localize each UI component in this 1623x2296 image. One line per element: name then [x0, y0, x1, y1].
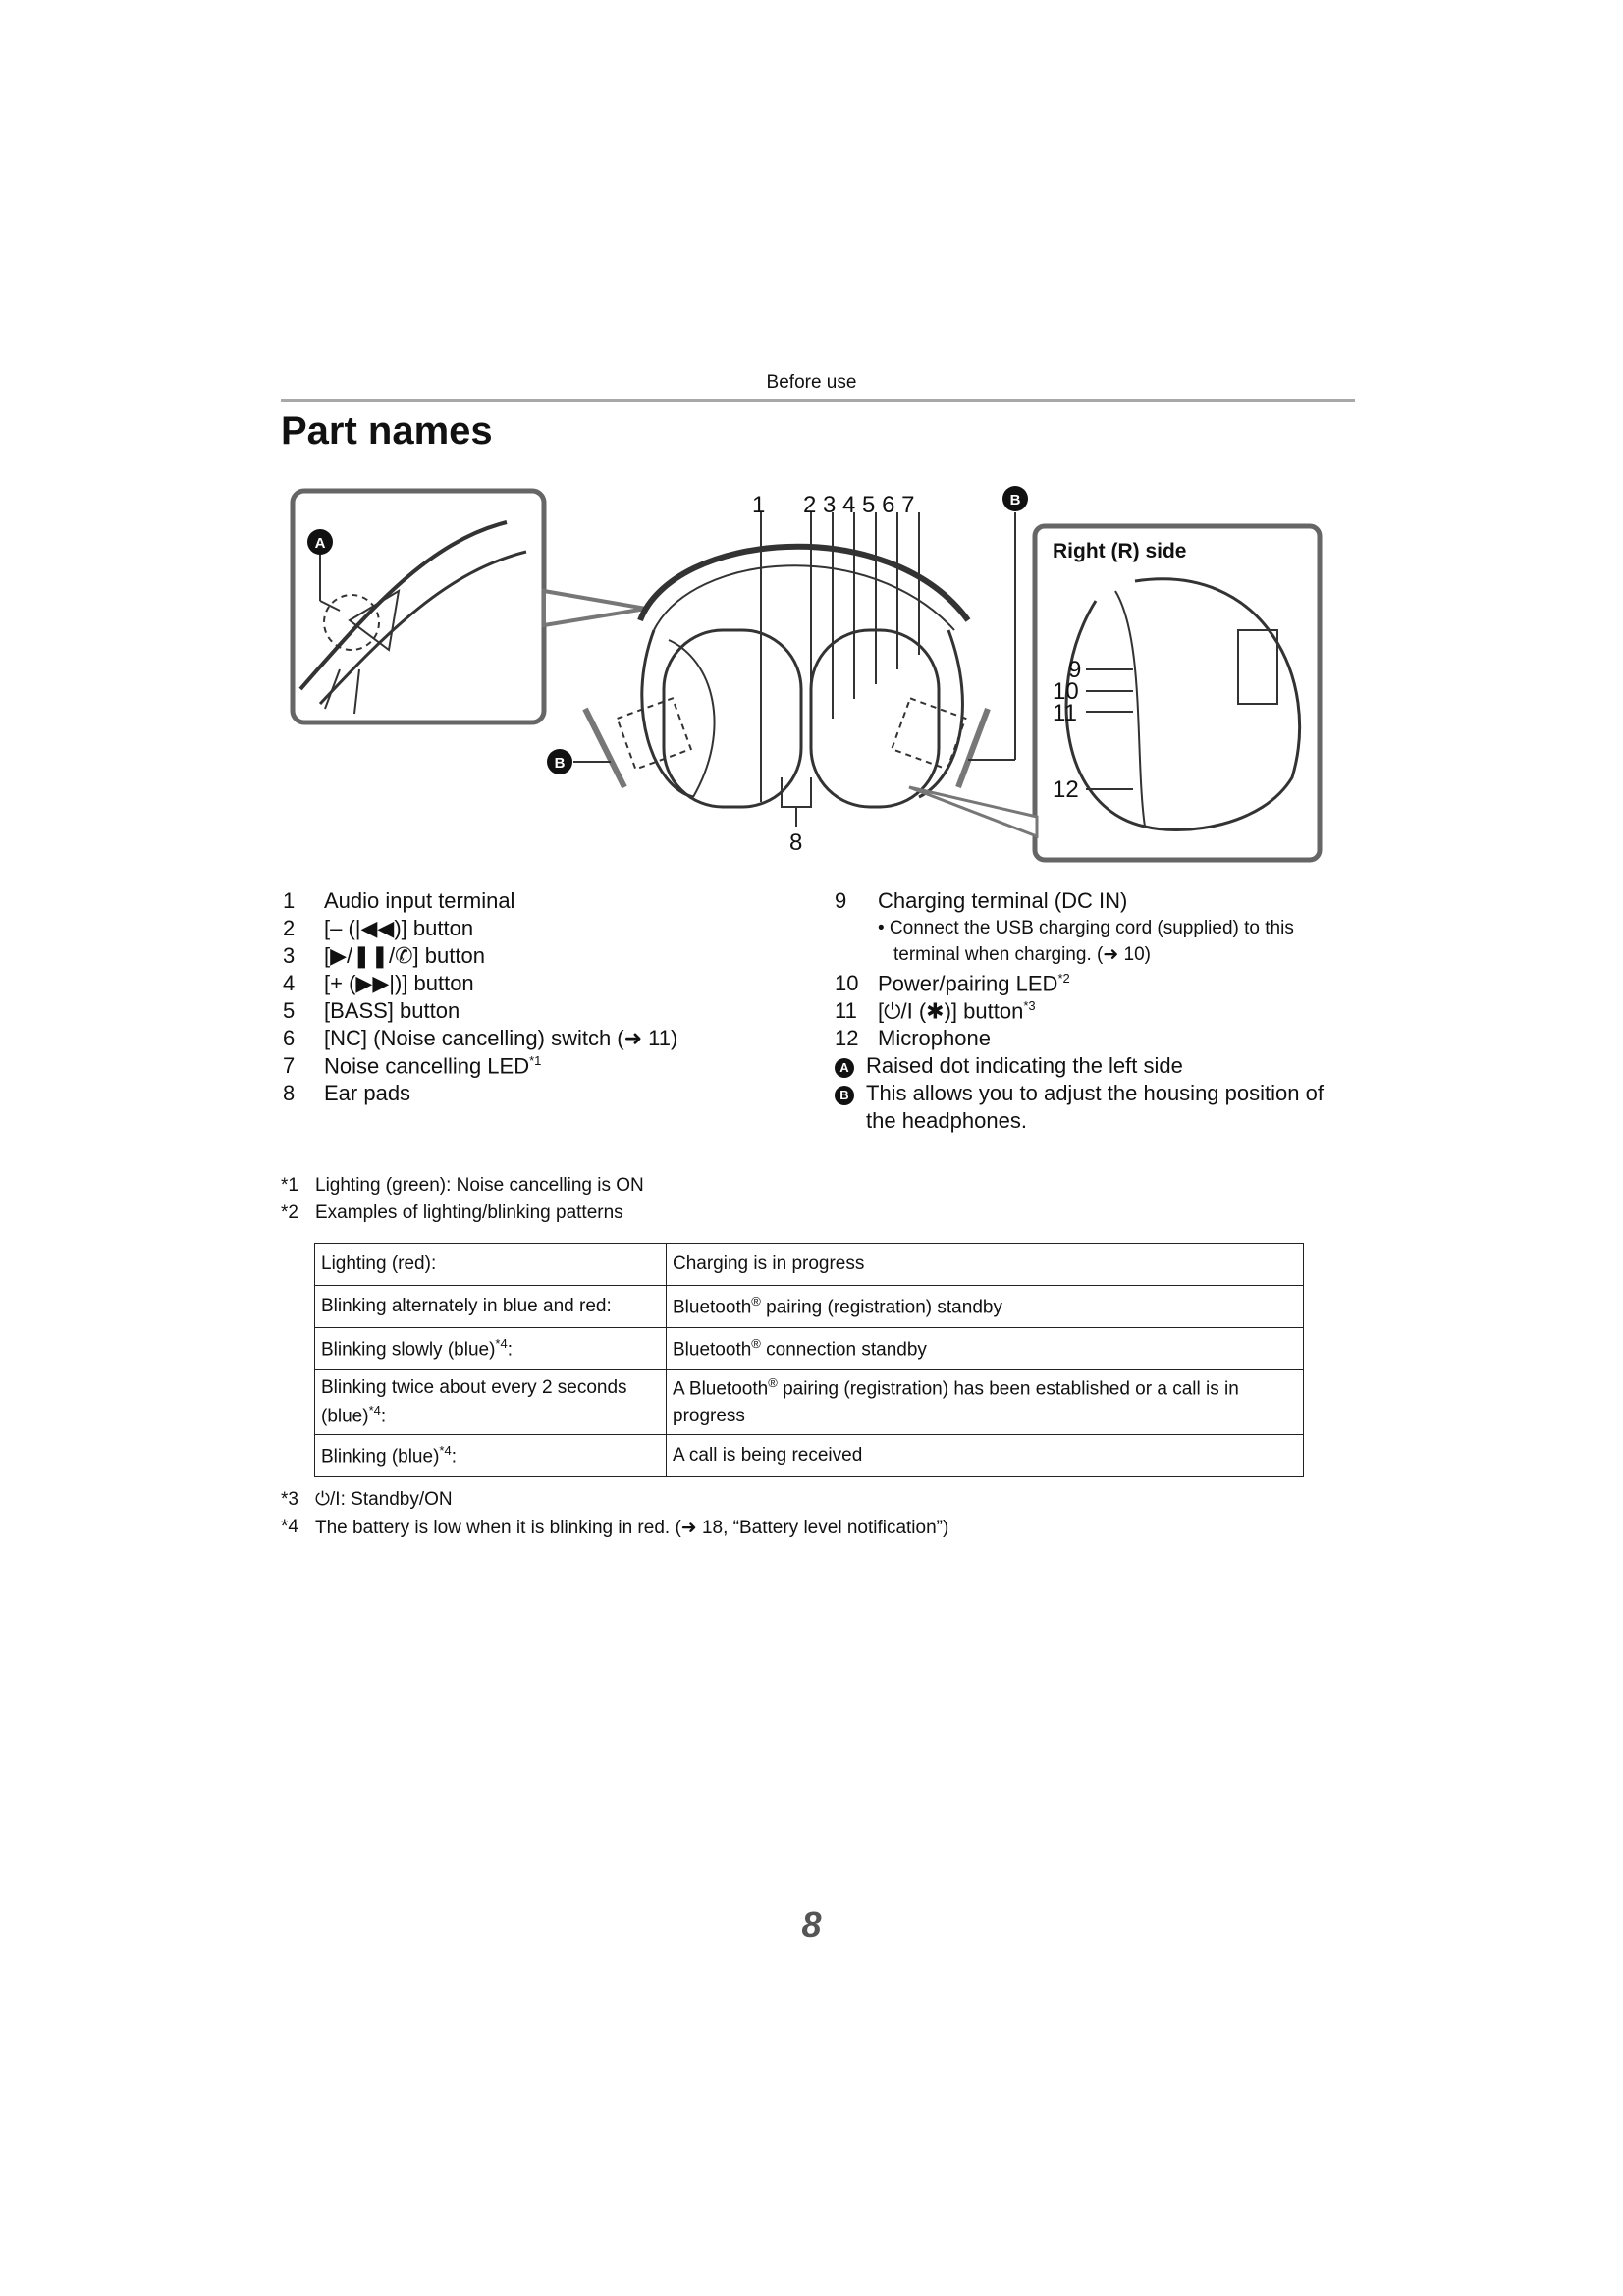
pattern-cell: Blinking slowly (blue)$^{*4}$: [315, 1328, 667, 1370]
callout-8: 8 [789, 829, 803, 856]
callout-9: 9 [1068, 657, 1082, 683]
footnote: *1 Lighting (green): Noise cancelling is ON [281, 1175, 644, 1196]
pattern-cell: Blinking alternately in blue and red: [315, 1286, 667, 1328]
list-item: A Raised dot indicating the left side [835, 1053, 854, 1079]
callout-12: 12 [1053, 776, 1079, 803]
table-row [315, 1286, 1304, 1328]
marker-b: B [835, 1086, 854, 1105]
table-row [315, 1244, 1304, 1286]
svg-text:B: B [1009, 492, 1021, 508]
footnote: *4 The battery is low when it is blinking in red. (➜ 18, “Battery level notification”) [281, 1517, 949, 1538]
table-row [315, 1435, 1304, 1477]
callout-2-7: 2 3 4 5 6 7 [803, 492, 915, 518]
section-header: Before use [766, 372, 857, 393]
meaning-cell: Bluetooth® pairing (registration) standby [667, 1286, 1304, 1328]
marker-b-right [1002, 486, 1028, 511]
pattern-cell: Blinking (blue)$^{*4}$: [315, 1435, 667, 1477]
list-item-note: terminal when charging. (➜ 10) [893, 944, 1151, 965]
marker-a [307, 529, 333, 555]
table-row [315, 1370, 1304, 1435]
svg-text:A: A [314, 535, 326, 552]
page-number: 8 [801, 1904, 822, 1945]
meaning-cell: Bluetooth® connection standby [667, 1328, 1304, 1370]
header-divider [281, 399, 1355, 402]
list-item: B This allows you to adjust the housing position of [835, 1081, 854, 1106]
callout-11: 11 [1053, 700, 1077, 726]
callout-1: 1 [752, 492, 766, 518]
marker-a: A [835, 1058, 854, 1078]
led-patterns-table [314, 1243, 1304, 1477]
callout-10: 10 [1053, 678, 1079, 705]
meaning-cell: Charging is in progress [667, 1244, 1304, 1286]
pattern-cell: Blinking twice about every 2 seconds (blue)$^{*4}$: [315, 1370, 667, 1435]
svg-text:B: B [554, 755, 566, 772]
footnote: *3 ⏻/I: Standby/ON [281, 1489, 453, 1510]
footnote: *2 Examples of lighting/blinking patterns [281, 1202, 623, 1223]
meaning-cell: A Bluetooth® pairing (registration) has been established or a call is in progress [667, 1370, 1304, 1435]
meaning-cell: A call is being received [667, 1435, 1304, 1477]
list-item-note: • Connect the USB charging cord (supplied) to this [878, 918, 1294, 938]
page-title: Part names [281, 409, 493, 453]
marker-b-left [547, 749, 572, 774]
right-side-title: Right (R) side [1053, 540, 1187, 562]
list-item-continuation: the headphones. [866, 1108, 1027, 1133]
headphones-illustration [281, 483, 1355, 866]
pattern-cell: Lighting (red): [315, 1244, 667, 1286]
table-row [315, 1328, 1304, 1370]
